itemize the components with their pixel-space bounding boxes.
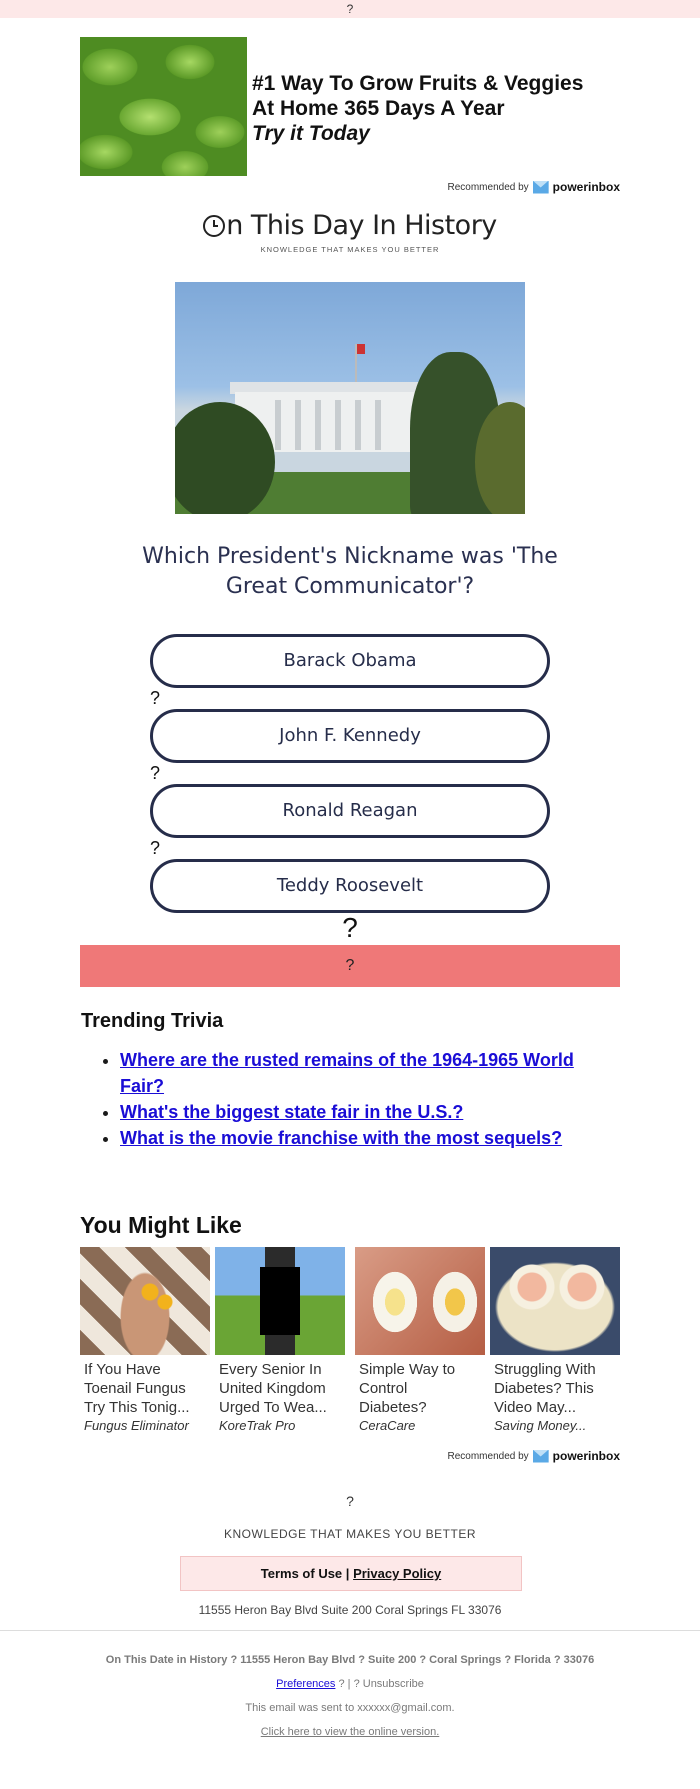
card-title-line[interactable]: United Kingdom [219, 1380, 326, 1397]
card-thumbnail[interactable] [215, 1247, 345, 1355]
list-item [120, 1099, 621, 1125]
legal-links [180, 1556, 522, 1591]
ad-image[interactable] [80, 37, 247, 176]
footer-divider [0, 1630, 700, 1631]
company-line: On This Date in History ? 11555 Heron Bay Blvd ? Suite 200 ? Coral Springs ? Florida ? 33076 [105, 1654, 595, 1666]
placeholder-glyph-large: ? [342, 912, 358, 943]
online-version-link[interactable]: Click here to view the online version. [260, 1726, 440, 1738]
footer-tagline: KNOWLEDGE THAT MAKES YOU BETTER [224, 1527, 476, 1541]
card-title-line[interactable]: Try This Tonig... [84, 1399, 190, 1416]
card-title-line[interactable]: Control [359, 1380, 408, 1397]
powerinbox-icon [533, 1450, 549, 1463]
ad-block[interactable] [80, 37, 620, 177]
placeholder-glyph: ? [150, 838, 161, 858]
card-title[interactable] [219, 1360, 341, 1417]
answer-button-4[interactable]: Teddy Roosevelt [150, 859, 550, 913]
card-source[interactable]: KoreTrak Pro [219, 1418, 296, 1433]
card-title[interactable] [84, 1360, 206, 1417]
card-title-line[interactable]: Diabetes? This [494, 1380, 594, 1397]
card-title-line[interactable]: Every Senior In [219, 1361, 322, 1378]
trending-title: Trending Trivia [81, 1010, 224, 1032]
brand-title-text: n This Day In History [226, 210, 497, 241]
card-source[interactable]: Saving Money... [494, 1418, 587, 1433]
answer-button-3[interactable]: Ronald Reagan [150, 784, 550, 838]
recommendation-card-3[interactable] [355, 1247, 485, 1433]
brand-header [0, 210, 700, 254]
you-might-like-title: You Might Like [80, 1212, 242, 1238]
trending-trivia [81, 1010, 621, 1151]
online-version-line [0, 1726, 700, 1738]
recommended-label: Recommended by [447, 1450, 529, 1462]
postal-address: 11555 Heron Bay Blvd Suite 200 Coral Springs FL 33076 [198, 1603, 502, 1617]
list-item [120, 1125, 621, 1151]
top-banner: ? [0, 0, 700, 18]
powerinbox-brand: powerinbox [552, 1449, 620, 1463]
card-title-line[interactable]: Simple Way to [359, 1361, 456, 1378]
ad-headline-line2[interactable]: At Home 365 Days A Year [252, 97, 505, 120]
recommendation-card-4[interactable] [490, 1247, 620, 1433]
list-item [120, 1047, 621, 1099]
preferences-separator: ? | ? [335, 1678, 363, 1690]
placeholder-glyph: ? [150, 688, 161, 708]
trivia-question [110, 542, 590, 602]
trending-link-2[interactable]: What's the biggest state fair in the U.S.? [120, 1102, 464, 1122]
trending-link-3[interactable]: What is the movie franchise with the most sequels? [120, 1128, 563, 1148]
preferences-link[interactable]: Preferences [276, 1678, 336, 1690]
brand-tagline: KNOWLEDGE THAT MAKES YOU BETTER [260, 244, 440, 254]
trending-link-1[interactable]: Where are the rusted remains of the 1964-1965 World Fair? [120, 1050, 574, 1096]
answer-button-2[interactable]: John F. Kennedy [150, 709, 550, 763]
brand-title [203, 210, 497, 241]
recommendation-card-2[interactable] [215, 1247, 345, 1433]
card-title-line[interactable]: Toenail Fungus [84, 1380, 186, 1397]
white-house-image [175, 282, 525, 514]
card-source[interactable]: CeraCare [359, 1418, 416, 1433]
card-title-line[interactable]: Diabetes? [359, 1399, 427, 1416]
placeholder-glyph: ? [150, 763, 161, 783]
recommendation-card-1[interactable] [80, 1247, 210, 1433]
question-line2: Great Communicator'? [225, 574, 475, 599]
powerinbox-icon [533, 181, 549, 194]
card-thumbnail[interactable] [355, 1247, 485, 1355]
card-title[interactable] [359, 1360, 481, 1417]
recommended-by-top[interactable] [448, 180, 621, 194]
question-line1: Which President's Nickname was 'The [142, 544, 558, 569]
terms-link[interactable]: Terms of Use [260, 1566, 343, 1581]
flag-icon [355, 344, 357, 384]
ad-headline-line1[interactable]: #1 Way To Grow Fruits & Veggies [252, 72, 584, 95]
card-title-line[interactable]: Video May... [494, 1399, 576, 1416]
answer-button-1[interactable]: Barack Obama [150, 634, 550, 688]
recommended-label: Recommended by [447, 181, 529, 193]
recommendation-cards [80, 1247, 620, 1447]
powerinbox-brand: powerinbox [552, 180, 620, 194]
card-thumbnail[interactable] [80, 1247, 210, 1355]
preferences-line [0, 1678, 700, 1690]
ad-headline[interactable] [252, 71, 622, 146]
recommended-by-bottom[interactable] [448, 1449, 621, 1463]
legal-separator: | [345, 1566, 350, 1581]
privacy-policy-link[interactable]: Privacy Policy [353, 1566, 442, 1581]
ad-cta[interactable]: Try it Today [252, 122, 370, 145]
footer-placeholder: ? [346, 1493, 354, 1509]
you-might-like [80, 1212, 620, 1433]
card-thumbnail[interactable] [490, 1247, 620, 1355]
card-title[interactable] [494, 1360, 616, 1417]
card-title-line[interactable]: If You Have [84, 1361, 161, 1378]
card-title-line[interactable]: Struggling With [494, 1361, 596, 1378]
unsubscribe-link[interactable]: Unsubscribe [362, 1678, 424, 1690]
promo-bar[interactable]: ? [80, 945, 620, 987]
clock-icon [203, 215, 225, 237]
card-title-line[interactable]: Urged To Wea... [219, 1399, 327, 1416]
card-source[interactable]: Fungus Eliminator [84, 1418, 189, 1433]
sent-to-line: This email was sent to xxxxxx@gmail.com. [245, 1702, 455, 1714]
trending-list [81, 1047, 621, 1151]
